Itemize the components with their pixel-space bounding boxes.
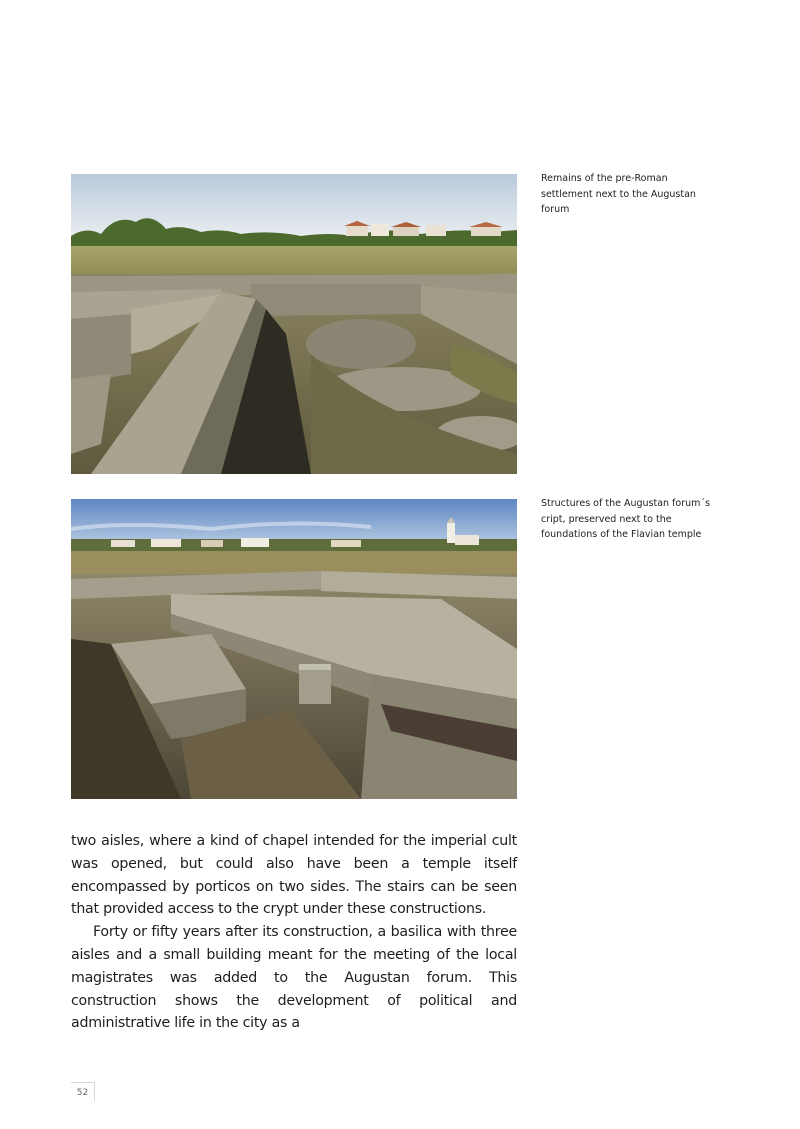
- ruins-photo-2: [71, 499, 517, 799]
- photo-pre-roman-settlement: [71, 174, 517, 474]
- page-number: 52: [71, 1082, 95, 1101]
- figure-caption-1: Remains of the pre-Roman settlement next to the Augustan forum: [541, 173, 696, 215]
- body-text: [71, 830, 517, 1035]
- photo-augustan-forum-cript: [71, 499, 517, 799]
- body-paragraph: two aisles, where a kind of chapel intended for the imperial cult was opened, but could also have been a temple itself encompassed by porticos on two sides. The stairs can be seen that provided access to the crypt under these constructions.: [71, 833, 517, 918]
- body-paragraph: Forty or fifty years after its construction, a basilica with three aisles and a small building meant for the meeting of the local magistrates was added to the Augustan forum. This construction shows the development of political and administrative life in the city as a: [71, 924, 517, 1032]
- figure-caption-2: Structures of the Augustan forum´s cript, preserved next to the foundations of the Flavian temple: [541, 498, 711, 540]
- ruins-photo-1: [71, 174, 517, 474]
